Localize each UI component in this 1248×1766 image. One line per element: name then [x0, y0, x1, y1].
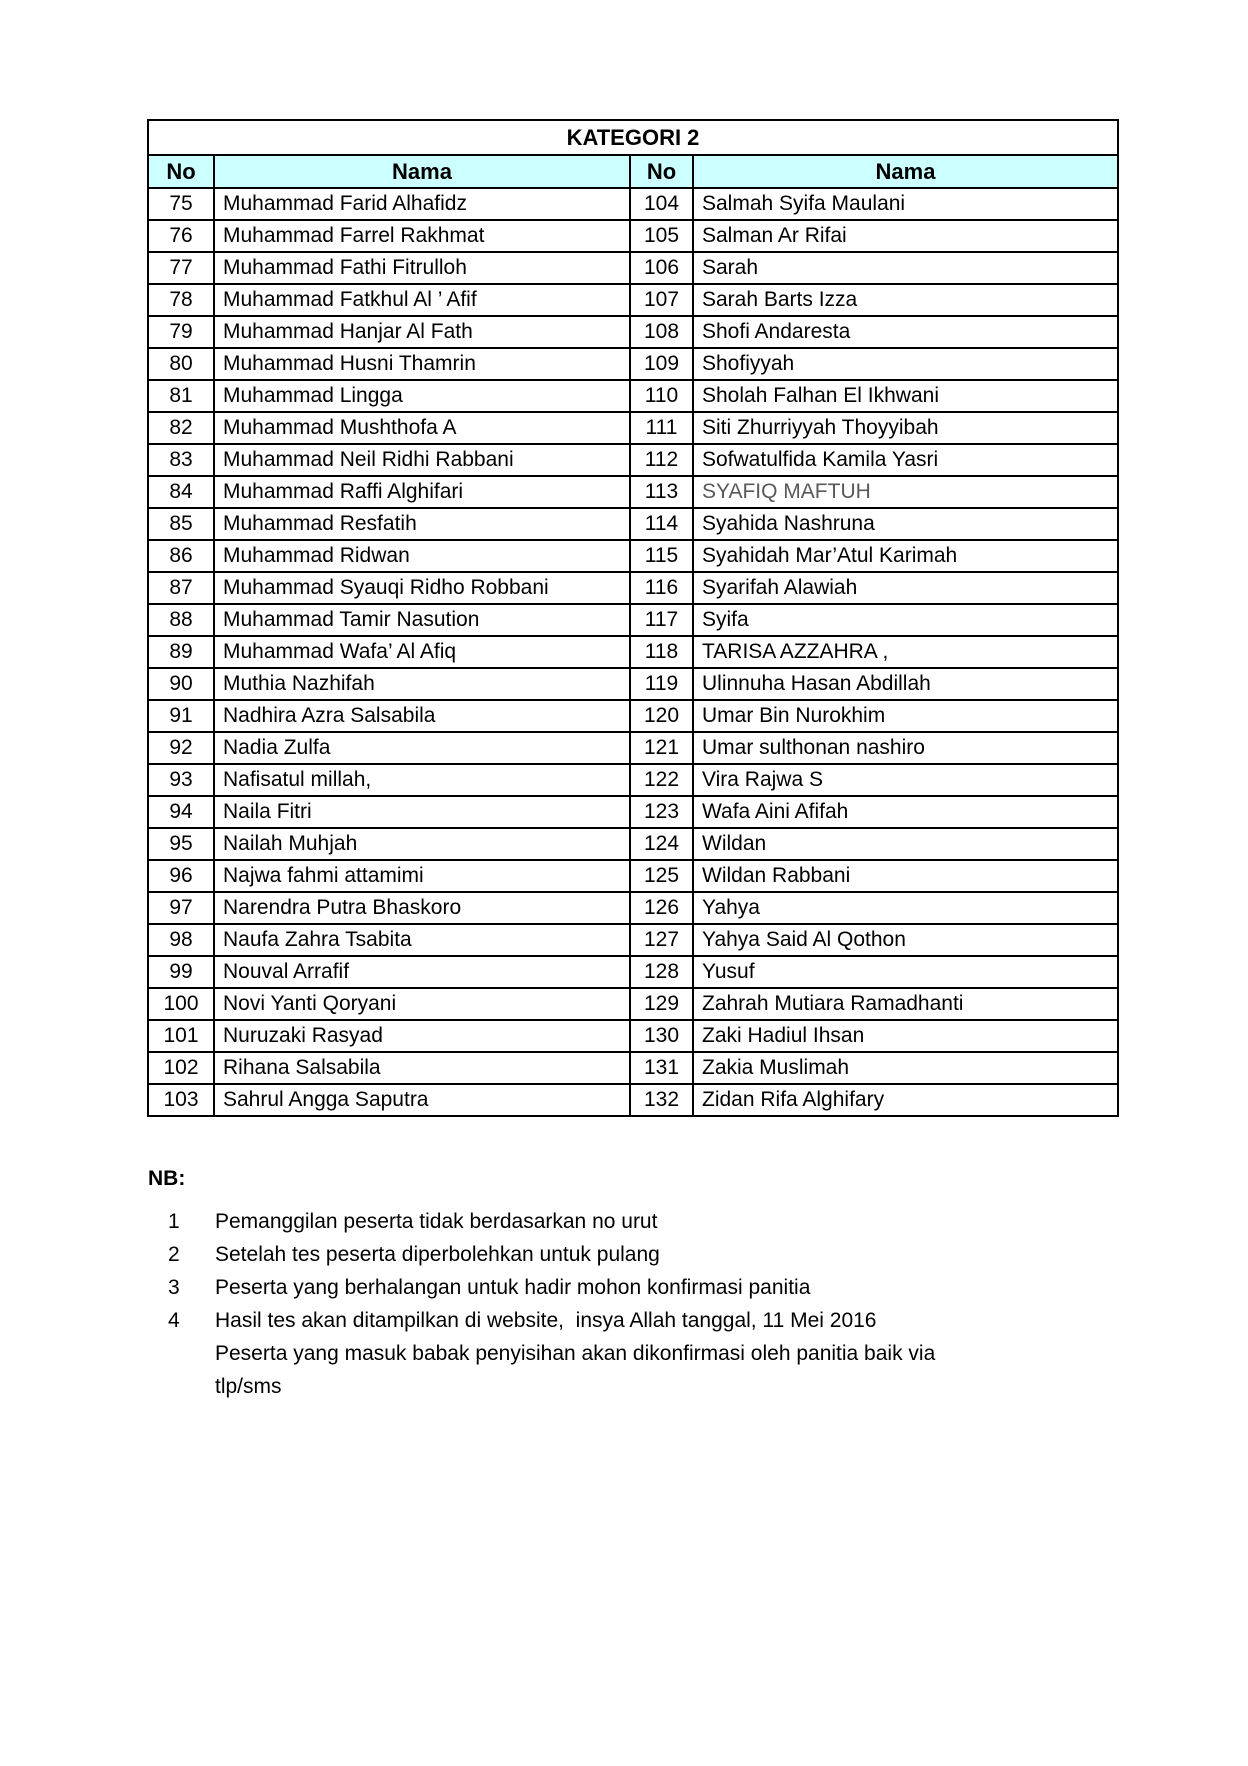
cell-name-left: Sahrul Angga Saputra — [214, 1084, 630, 1116]
note-number: 2 — [168, 1243, 180, 1266]
cell-name-left: Naufa Zahra Tsabita — [214, 924, 630, 956]
note-text-line: Setelah tes peserta diperbolehkan untuk pulang — [215, 1243, 660, 1266]
cell-name-left: Muthia Nazhifah — [214, 668, 630, 700]
cell-name-left: Nafisatul millah, — [214, 764, 630, 796]
cell-no-right: 120 — [630, 700, 693, 732]
cell-no-right: 117 — [630, 604, 693, 636]
cell-name-right: Zahrah Mutiara Ramadhanti — [693, 988, 1118, 1020]
cell-name-right: Ulinnuha Hasan Abdillah — [693, 668, 1118, 700]
cell-name-right: Shofiyyah — [693, 348, 1118, 380]
cell-name-right: Umar Bin Nurokhim — [693, 700, 1118, 732]
cell-no-right: 116 — [630, 572, 693, 604]
cell-name-left: Narendra Putra Bhaskoro — [214, 892, 630, 924]
note-text-line: Peserta yang masuk babak penyisihan akan dikonfirmasi oleh panitia baik via — [215, 1342, 936, 1365]
cell-name-left: Naila Fitri — [214, 796, 630, 828]
note-text — [215, 1304, 1148, 1403]
note-text-line: Pemanggilan peserta tidak berdasarkan no urut — [215, 1210, 658, 1233]
cell-name-right: Sarah — [693, 252, 1118, 284]
cell-name-left: Muhammad Syauqi Ridho Robbani — [214, 572, 630, 604]
cell-name-right: Syarifah Alawiah — [693, 572, 1118, 604]
table-row — [148, 860, 1118, 892]
cell-no-left: 84 — [148, 476, 214, 508]
cell-name-left: Muhammad Fatkhul Al ’ Afif — [214, 284, 630, 316]
cell-no-left: 90 — [148, 668, 214, 700]
table-row — [148, 476, 1118, 508]
cell-no-left: 87 — [148, 572, 214, 604]
cell-name-right: Zakia Muslimah — [693, 1052, 1118, 1084]
table-row — [148, 1020, 1118, 1052]
cell-no-left: 86 — [148, 540, 214, 572]
note-text-line: tlp/sms — [215, 1375, 282, 1398]
note-item — [148, 1271, 1148, 1304]
cell-no-left: 98 — [148, 924, 214, 956]
note-text — [215, 1238, 1148, 1271]
cell-no-left: 97 — [148, 892, 214, 924]
table-row — [148, 540, 1118, 572]
cell-name-right: Zaki Hadiul Ihsan — [693, 1020, 1118, 1052]
cell-name-right: Sholah Falhan El Ikhwani — [693, 380, 1118, 412]
cell-name-right: Siti Zhurriyyah Thoyyibah — [693, 412, 1118, 444]
table-row — [148, 828, 1118, 860]
cell-no-left: 103 — [148, 1084, 214, 1116]
note-item — [148, 1238, 1148, 1271]
cell-no-right: 110 — [630, 380, 693, 412]
cell-no-right: 115 — [630, 540, 693, 572]
cell-no-right: 111 — [630, 412, 693, 444]
table-row — [148, 764, 1118, 796]
cell-no-left: 79 — [148, 316, 214, 348]
cell-name-left: Muhammad Ridwan — [214, 540, 630, 572]
cell-no-right: 123 — [630, 796, 693, 828]
column-header-no-right: No — [630, 155, 693, 188]
cell-name-left: Muhammad Resfatih — [214, 508, 630, 540]
cell-no-left: 75 — [148, 188, 214, 220]
cell-no-right: 125 — [630, 860, 693, 892]
table-row — [148, 956, 1118, 988]
table-title-row — [148, 120, 1118, 155]
notes-section — [148, 1162, 1148, 1403]
cell-no-right: 108 — [630, 316, 693, 348]
cell-no-left: 78 — [148, 284, 214, 316]
table-row — [148, 796, 1118, 828]
note-item — [148, 1304, 1148, 1403]
cell-no-right: 104 — [630, 188, 693, 220]
cell-no-left: 101 — [148, 1020, 214, 1052]
table-row — [148, 444, 1118, 476]
table-row — [148, 284, 1118, 316]
cell-name-right: Yahya Said Al Qothon — [693, 924, 1118, 956]
cell-no-right: 130 — [630, 1020, 693, 1052]
cell-name-right: Syahida Nashruna — [693, 508, 1118, 540]
table-row — [148, 348, 1118, 380]
table-row — [148, 924, 1118, 956]
cell-name-right: Shofi Andaresta — [693, 316, 1118, 348]
table-row — [148, 732, 1118, 764]
note-text-line: Peserta yang berhalangan untuk hadir mohon konfirmasi panitia — [215, 1276, 811, 1299]
note-text-line: Hasil tes akan ditampilkan di website, insya Allah tanggal, 11 Mei 2016 — [215, 1309, 877, 1332]
cell-no-left: 89 — [148, 636, 214, 668]
cell-name-right: Wildan Rabbani — [693, 860, 1118, 892]
column-header-name-right: Nama — [693, 155, 1118, 188]
table-row — [148, 380, 1118, 412]
cell-name-left: Nuruzaki Rasyad — [214, 1020, 630, 1052]
cell-name-right: Sarah Barts Izza — [693, 284, 1118, 316]
cell-name-right: Wildan — [693, 828, 1118, 860]
notes-list — [148, 1205, 1148, 1403]
table-row — [148, 412, 1118, 444]
cell-no-right: 113 — [630, 476, 693, 508]
cell-name-left: Nailah Muhjah — [214, 828, 630, 860]
cell-name-left: Nadhira Azra Salsabila — [214, 700, 630, 732]
note-number: 4 — [168, 1309, 180, 1332]
cell-no-right: 106 — [630, 252, 693, 284]
cell-no-right: 121 — [630, 732, 693, 764]
cell-no-left: 92 — [148, 732, 214, 764]
cell-no-left: 94 — [148, 796, 214, 828]
table-row — [148, 700, 1118, 732]
cell-name-left: Novi Yanti Qoryani — [214, 988, 630, 1020]
cell-name-left: Muhammad Neil Ridhi Rabbani — [214, 444, 630, 476]
notes-heading: NB: — [148, 1167, 186, 1190]
cell-name-right: Vira Rajwa S — [693, 764, 1118, 796]
cell-no-right: 124 — [630, 828, 693, 860]
cell-no-left: 76 — [148, 220, 214, 252]
cell-no-right: 114 — [630, 508, 693, 540]
cell-name-left: Najwa fahmi attamimi — [214, 860, 630, 892]
note-item — [148, 1205, 1148, 1238]
cell-no-right: 105 — [630, 220, 693, 252]
note-text — [215, 1271, 1148, 1304]
cell-no-right: 119 — [630, 668, 693, 700]
cell-no-left: 96 — [148, 860, 214, 892]
cell-name-right: Syifa — [693, 604, 1118, 636]
table-row — [148, 316, 1118, 348]
cell-name-left: Muhammad Lingga — [214, 380, 630, 412]
cell-name-right: Sofwatulfida Kamila Yasri — [693, 444, 1118, 476]
cell-name-right: Salmah Syifa Maulani — [693, 188, 1118, 220]
note-number: 3 — [168, 1276, 180, 1299]
table-row — [148, 572, 1118, 604]
cell-no-right: 132 — [630, 1084, 693, 1116]
cell-name-right: Salman Ar Rifai — [693, 220, 1118, 252]
participants-table — [147, 119, 1119, 1117]
table-row — [148, 892, 1118, 924]
cell-no-right: 118 — [630, 636, 693, 668]
cell-name-right: Wafa Aini Afifah — [693, 796, 1118, 828]
cell-no-right: 131 — [630, 1052, 693, 1084]
cell-no-left: 88 — [148, 604, 214, 636]
table-row — [148, 220, 1118, 252]
cell-name-right: TARISA AZZAHRA , — [693, 636, 1118, 668]
table-row — [148, 1052, 1118, 1084]
cell-name-right: SYAFIQ MAFTUH — [693, 476, 1118, 508]
cell-no-right: 128 — [630, 956, 693, 988]
cell-no-left: 83 — [148, 444, 214, 476]
cell-no-right: 126 — [630, 892, 693, 924]
cell-name-left: Nadia Zulfa — [214, 732, 630, 764]
table-row — [148, 1084, 1118, 1116]
cell-name-right: Syahidah Mar’Atul Karimah — [693, 540, 1118, 572]
cell-name-left: Muhammad Hanjar Al Fath — [214, 316, 630, 348]
cell-no-left: 77 — [148, 252, 214, 284]
table-body — [148, 188, 1118, 1116]
cell-no-left: 81 — [148, 380, 214, 412]
cell-no-right: 122 — [630, 764, 693, 796]
table-row — [148, 668, 1118, 700]
column-header-no-left: No — [148, 155, 214, 188]
table-header-row — [148, 155, 1118, 188]
cell-no-left: 100 — [148, 988, 214, 1020]
column-header-name-left: Nama — [214, 155, 630, 188]
table-row — [148, 636, 1118, 668]
cell-no-left: 85 — [148, 508, 214, 540]
cell-no-left: 91 — [148, 700, 214, 732]
cell-no-left: 82 — [148, 412, 214, 444]
cell-name-right: Yusuf — [693, 956, 1118, 988]
cell-name-left: Muhammad Wafa’ Al Afiq — [214, 636, 630, 668]
table-row — [148, 188, 1118, 220]
table-row — [148, 604, 1118, 636]
note-number: 1 — [168, 1210, 180, 1233]
cell-no-right: 112 — [630, 444, 693, 476]
cell-name-left: Muhammad Tamir Nasution — [214, 604, 630, 636]
cell-name-left: Rihana Salsabila — [214, 1052, 630, 1084]
cell-no-right: 107 — [630, 284, 693, 316]
cell-name-left: Muhammad Farrel Rakhmat — [214, 220, 630, 252]
cell-no-left: 93 — [148, 764, 214, 796]
note-text — [215, 1205, 1148, 1238]
table-row — [148, 508, 1118, 540]
cell-no-right: 127 — [630, 924, 693, 956]
cell-no-left: 102 — [148, 1052, 214, 1084]
table-row — [148, 988, 1118, 1020]
cell-no-right: 129 — [630, 988, 693, 1020]
cell-name-right: Yahya — [693, 892, 1118, 924]
cell-name-left: Nouval Arrafif — [214, 956, 630, 988]
cell-no-left: 95 — [148, 828, 214, 860]
cell-no-left: 99 — [148, 956, 214, 988]
cell-name-left: Muhammad Fathi Fitrulloh — [214, 252, 630, 284]
table-row — [148, 252, 1118, 284]
cell-name-right: Zidan Rifa Alghifary — [693, 1084, 1118, 1116]
cell-name-left: Muhammad Farid Alhafidz — [214, 188, 630, 220]
cell-name-left: Muhammad Husni Thamrin — [214, 348, 630, 380]
cell-name-left: Muhammad Mushthofa A — [214, 412, 630, 444]
cell-name-left: Muhammad Raffi Alghifari — [214, 476, 630, 508]
table-title: KATEGORI 2 — [148, 120, 1118, 155]
cell-name-right: Umar sulthonan nashiro — [693, 732, 1118, 764]
cell-no-right: 109 — [630, 348, 693, 380]
cell-no-left: 80 — [148, 348, 214, 380]
